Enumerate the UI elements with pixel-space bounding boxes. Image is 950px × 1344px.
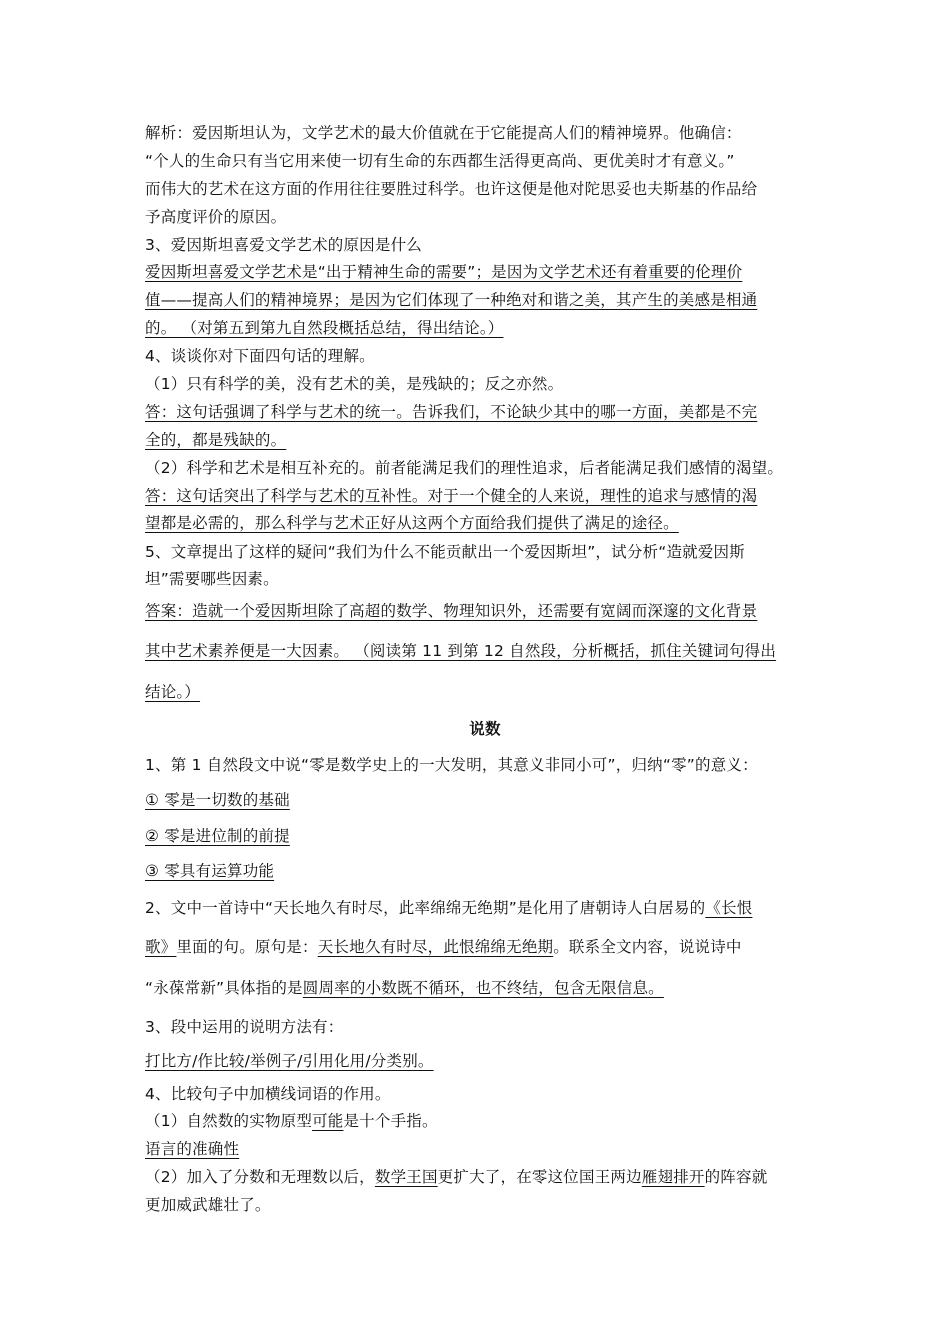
- analysis-line-1: 解析：爱因斯坦认为，文学艺术的最大价值就在于它能提高人们的精神境界。他确信：: [145, 124, 742, 142]
- s2-underlined-title-end: 歌》: [145, 938, 177, 956]
- analysis-line-4: 予高度评价的原因。: [145, 208, 287, 226]
- s2-original-verse: 天长地久有时尽，此恨绵绵无绝期: [317, 938, 554, 956]
- s4-text: 的阵容就: [704, 1168, 768, 1186]
- q4-question: 4、谈谈你对下面四句话的理解。: [145, 347, 375, 365]
- q5-question-line-2: 坦”需要哪些因素。: [145, 570, 279, 588]
- q4-answer-1-line-1: 答：这句话强调了科学与艺术的统一。告诉我们，不论缺少其中的哪一方面，美都是不完: [145, 403, 758, 421]
- s4-text: 是十个手指。: [343, 1112, 438, 1130]
- s4-answer-1: 语言的准确性: [145, 1140, 240, 1158]
- s4-question: 4、比较句子中加横线词语的作用。: [145, 1085, 391, 1103]
- s3-question: 3、段中运用的说明方法有：: [145, 1018, 344, 1036]
- analysis-line-2: “个人的生命只有当它用来使一切有生命的东西都生活得更高尚、更优美时才有意义。”: [145, 152, 735, 170]
- s4-text: （1）自然数的实物原型: [145, 1112, 313, 1130]
- s4-underlined-word: 雁翅排开: [641, 1168, 705, 1186]
- q3-answer-line-3: 的。 （对第五到第九自然段概括总结，得出结论。）: [145, 319, 504, 337]
- s2-underlined-title: 《长恨: [705, 899, 753, 917]
- q4-answer-1-line-2: 全的，都是残缺的。: [145, 431, 287, 449]
- s4-text: （2）加入了分数和无理数以后，: [145, 1168, 375, 1186]
- s2-text: 。联系全文内容，说说诗中: [553, 938, 742, 956]
- q5-answer-line-2: 其中艺术素养便是一大因素。 （阅读第 11 到第 12 自然段，分析概括，抓住关键词句得出: [145, 642, 777, 660]
- s4-underlined-word: 数学王国: [374, 1168, 438, 1186]
- s4-text: 更扩大了，在零这位国王两边: [437, 1168, 642, 1186]
- q5-answer-line-1: 答案：造就一个爱因斯坦除了高超的数学、物理知识外，还需要有宽阔而深邃的文化背景: [145, 602, 758, 620]
- section-title: 说数: [469, 720, 501, 738]
- q3-answer-line-1: 爱因斯坦喜爱文学艺术是“出于精神生命的需要”；是因为文学艺术还有着重要的伦理价: [145, 263, 743, 281]
- s1-question: 1、第 1 自然段文中说“零是数学史上的一大发明，其意义非同小可”，归纳“零”的意义：: [145, 756, 758, 774]
- s4-item-2: [145, 1167, 825, 1187]
- s2-text: 里面的句。原句是：: [176, 938, 318, 956]
- q5-answer-line-3: 结论。）: [145, 683, 201, 701]
- q4-sentence-1: （1）只有科学的美，没有艺术的美，是残缺的；反之亦然。: [145, 375, 564, 393]
- s1-answer-2: ② 零是进位制的前提: [145, 827, 290, 845]
- q3-answer-line-2: 值——提高人们的精神境界；是因为它们体现了一种绝对和谐之美，其产生的美感是相通: [145, 291, 758, 309]
- q3-question: 3、爱因斯坦喜爱文学艺术的原因是什么: [145, 236, 422, 254]
- s2-text: 2、文中一首诗中“天长地久有时尽，此率绵绵无绝期”是化用了唐朝诗人白居易的: [145, 899, 706, 917]
- analysis-line-3: 而伟大的艺术在这方面的作用往往要胜过科学。也许这便是他对陀思妥也夫斯基的作品给: [145, 180, 758, 198]
- s3-answer: 打比方/作比较/举例子/引用化用/分类别。: [145, 1052, 434, 1070]
- s2-answer: 圆周率的小数既不循环，也不终结，包含无限信息。: [302, 979, 664, 997]
- s4-item-1: [145, 1111, 825, 1131]
- q4-sentence-2: （2）科学和艺术是相互补充的。前者能满足我们的理性追求，后者能满足我们感情的渴望。: [145, 459, 784, 477]
- s4-item-2-line-2: 更加威武雄壮了。: [145, 1196, 271, 1214]
- s1-answer-1: ① 零是一切数的基础: [145, 791, 290, 809]
- s2-text: “永葆常新”具体指的是: [145, 979, 303, 997]
- s4-underlined-word: 可能: [312, 1112, 344, 1130]
- q4-answer-2-line-1: 答：这句话突出了科学与艺术的互补性。对于一个健全的人来说，理性的追求与感情的渴: [145, 487, 758, 505]
- q4-answer-2-line-2: 望都是必需的，那么科学与艺术正好从这两个方面给我们提供了满足的途径。: [145, 514, 679, 532]
- s2-line-1: [145, 898, 825, 918]
- q5-question-line-1: 5、文章提出了这样的疑问“我们为什么不能贡献出一个爱因斯坦”，试分析“造就爱因斯: [145, 543, 745, 561]
- s1-answer-3: ③ 零具有运算功能: [145, 862, 275, 880]
- s2-line-2: [145, 937, 825, 957]
- s2-line-3: [145, 978, 825, 998]
